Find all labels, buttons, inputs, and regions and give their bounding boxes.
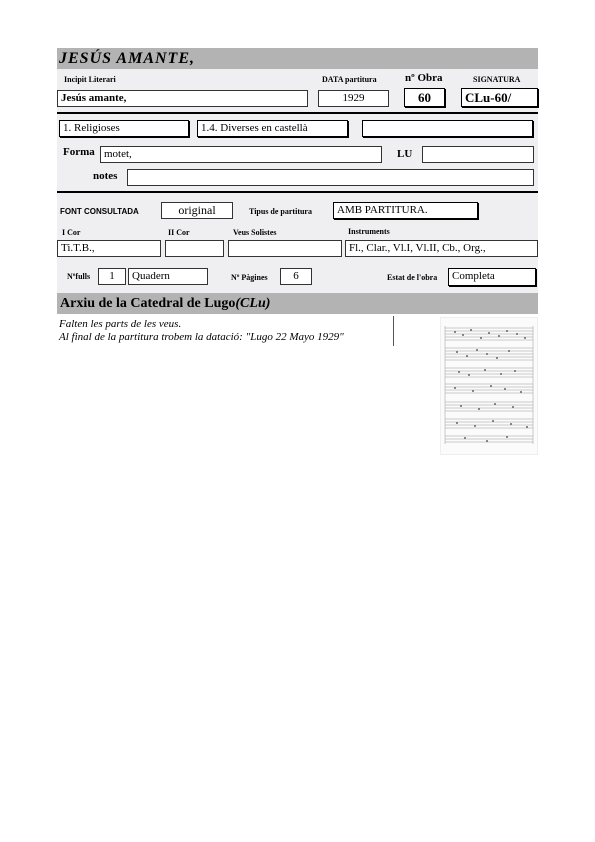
signatura-field[interactable]: CLu-60/ — [461, 88, 538, 107]
n-pagines-field[interactable]: 6 — [280, 268, 312, 285]
archive-note-1: Falten les parts de les veus. — [59, 318, 182, 330]
signatura-label: SIGNATURA — [473, 75, 521, 84]
ii-cor-field[interactable] — [165, 240, 224, 257]
ii-cor-label: II Cor — [168, 228, 190, 237]
lu-field[interactable] — [422, 146, 534, 163]
estat-obra-label: Estat de l'obra — [387, 273, 438, 282]
incipit-label: Incipit Literari — [64, 75, 116, 84]
notes-divider — [393, 316, 394, 346]
notes-field[interactable] — [127, 169, 534, 186]
n-obra-field[interactable]: 60 — [404, 88, 445, 107]
archive-note-2: Al final de la partitura trobem la datació: "Lugo 22 Mayo 1929" — [59, 331, 344, 343]
category-1-field[interactable]: 1. Religioses — [59, 120, 189, 137]
font-consultada-label: FONT CONSULTADA — [60, 207, 139, 216]
estat-obra-field[interactable]: Completa — [448, 268, 536, 286]
tipus-partitura-field[interactable]: AMB PARTITURA. — [333, 202, 478, 219]
instruments-field[interactable]: Fl., Clar., Vl.I, Vl.II, Cb., Org., — [345, 240, 538, 257]
n-obra-label: nº Obra — [405, 72, 443, 84]
data-partitura-label: DATA partitura — [322, 75, 377, 84]
n-pagines-label: Nº Pàgines — [231, 273, 268, 282]
notes-label: notes — [93, 170, 118, 182]
n-fulls-field[interactable]: 1 — [98, 268, 126, 285]
forma-label: Forma — [63, 146, 95, 158]
font-consultada-field[interactable]: original — [161, 202, 233, 219]
format-field[interactable]: Quadern — [128, 268, 208, 285]
archive-code: (CLu) — [235, 296, 271, 311]
category-3-field[interactable] — [362, 120, 533, 137]
archive-name: Arxiu de la Catedral de Lugo — [60, 296, 236, 311]
forma-field[interactable]: motet, — [100, 146, 382, 163]
incipit-field[interactable]: Jesús amante, — [57, 90, 308, 107]
date-field[interactable]: 1929 — [318, 90, 389, 107]
n-fulls-label: Nºfulls — [67, 272, 91, 281]
tipus-partitura-label: Tipus de partitura — [249, 207, 312, 216]
veus-solistes-label: Veus Solistes — [233, 228, 277, 237]
veus-solistes-field[interactable] — [228, 240, 342, 257]
score-image — [441, 318, 537, 454]
i-cor-label: I Cor — [62, 228, 81, 237]
archive-title — [60, 294, 270, 313]
instruments-label: Instruments — [348, 227, 390, 236]
i-cor-field[interactable]: Ti.T.B., — [57, 240, 161, 257]
page-title: JESÚS AMANTE, — [59, 50, 195, 67]
lu-label: LU — [397, 148, 413, 160]
score-thumbnail — [440, 317, 538, 455]
category-2-field[interactable]: 1.4. Diverses en castellà — [197, 120, 348, 137]
